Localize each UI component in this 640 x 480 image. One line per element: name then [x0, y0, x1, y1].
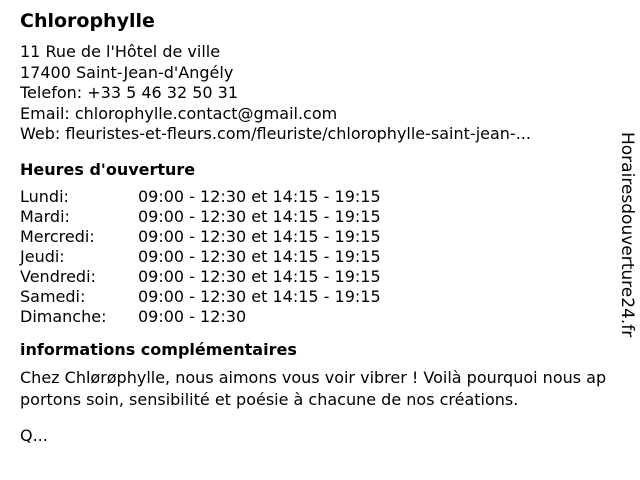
business-name: Chlorophylle — [20, 10, 155, 32]
more-text: Q... — [20, 425, 48, 445]
hours-day: Lundi: — [20, 186, 69, 206]
side-brand-text: Horairesdouverture24.fr — [617, 132, 637, 338]
hours-day: Dimanche: — [20, 306, 107, 326]
info-text: Chez Chlørøphylle, nous aimons vous voir vibrer ! Voilà pourquoi nous apportons soin, sensibilité et poésie à chacune de nos créations. — [20, 367, 607, 409]
hours-row — [20, 187, 610, 207]
web-line: Web: fleuristes-et-fleurs.com/fleuriste/chlorophylle-saint-jean-... — [20, 124, 531, 143]
email-line: Email: chlorophylle.contact@gmail.com — [20, 103, 338, 123]
info-title: informations complémentaires — [20, 339, 297, 359]
hours-row — [20, 207, 610, 227]
hours-table — [20, 187, 610, 327]
address-line1: 11 Rue de l'Hôtel de ville — [20, 42, 221, 61]
hours-time: 09:00 - 12:30 et 14:15 - 19:15 — [138, 286, 381, 306]
hours-row — [20, 287, 610, 307]
side-brand-watermark — [613, 132, 637, 372]
address-line2: 17400 Saint-Jean-d'Angély — [20, 62, 234, 82]
hours-row — [20, 247, 610, 267]
business-card — [20, 8, 610, 447]
hours-time: 09:00 - 12:30 et 14:15 - 19:15 — [138, 226, 381, 246]
hours-time: 09:00 - 12:30 et 14:15 - 19:15 — [138, 186, 381, 206]
hours-row — [20, 267, 610, 287]
hours-day: Mardi: — [20, 206, 70, 226]
hours-time: 09:00 - 12:30 et 14:15 - 19:15 — [138, 266, 381, 286]
phone-line: Telefon: +33 5 46 32 50 31 — [20, 83, 239, 102]
hours-row — [20, 307, 610, 327]
hours-day: Jeudi: — [20, 246, 65, 266]
hours-day: Vendredi: — [20, 266, 96, 286]
hours-row — [20, 227, 610, 247]
hours-day: Samedi: — [20, 286, 86, 306]
hours-time: 09:00 - 12:30 et 14:15 - 19:15 — [138, 206, 381, 226]
hours-time: 09:00 - 12:30 et 14:15 - 19:15 — [138, 246, 381, 266]
hours-time: 09:00 - 12:30 — [138, 306, 247, 326]
hours-title: Heures d'ouverture — [20, 159, 196, 179]
hours-day: Mercredi: — [20, 226, 95, 246]
